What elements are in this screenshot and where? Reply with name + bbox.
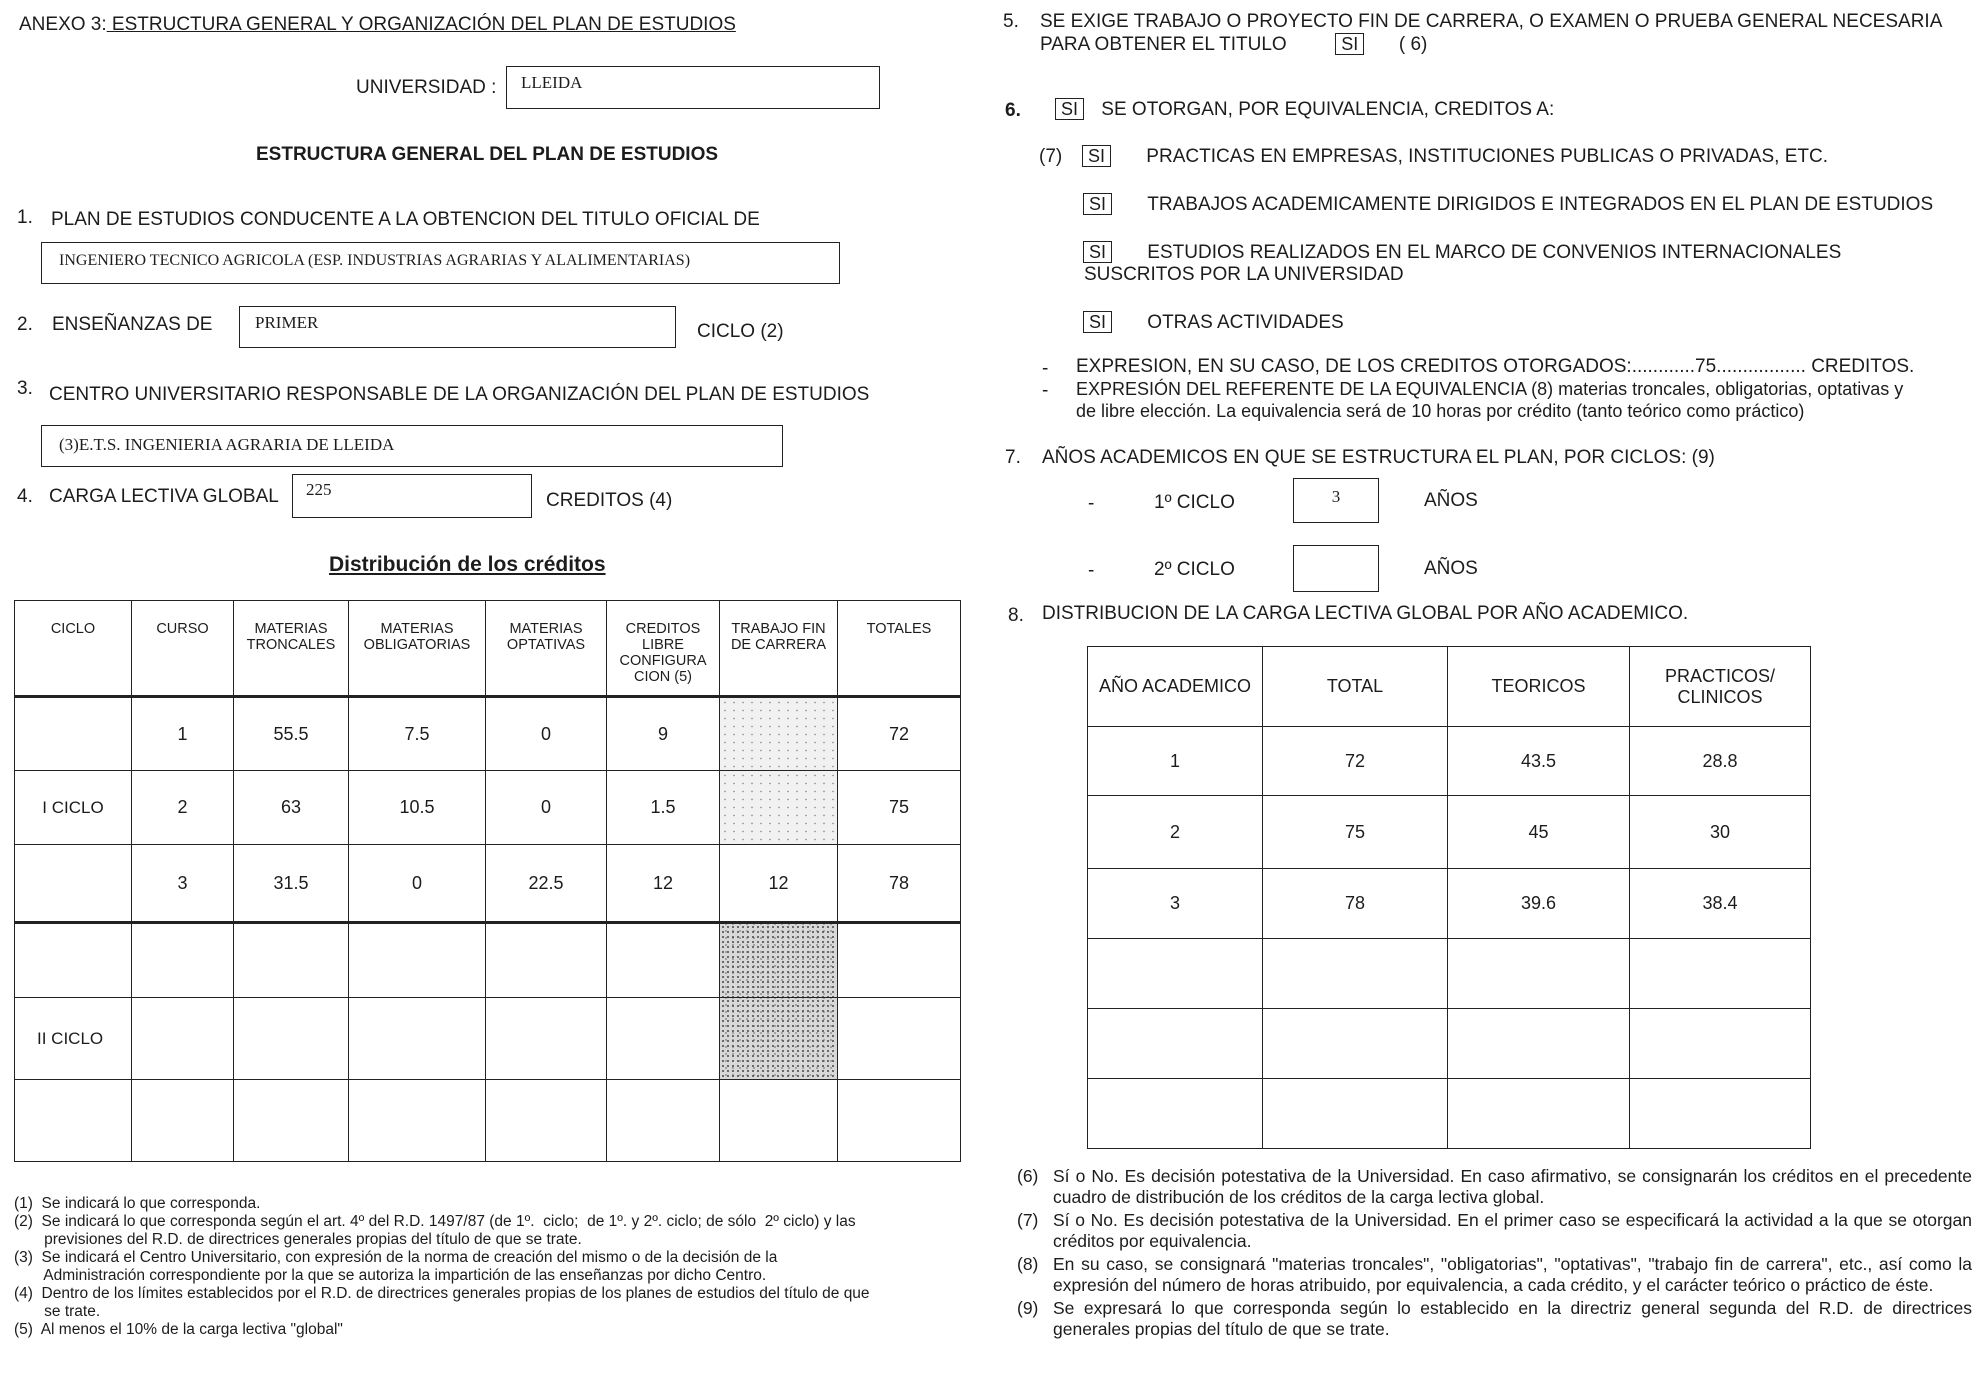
dash: - — [1088, 560, 1095, 581]
cell: 45 — [1448, 796, 1630, 869]
cell — [1630, 1079, 1811, 1149]
year-header-total: TOTAL — [1263, 647, 1448, 727]
cell: 78 — [838, 845, 961, 923]
item-2-label: ENSEÑANZAS DE — [52, 314, 213, 335]
cell: 72 — [1263, 727, 1448, 796]
item-5-number: 5. — [1003, 11, 1019, 32]
cell — [1263, 939, 1448, 1009]
cell: 10.5 — [349, 771, 486, 845]
cell: II CICLO — [15, 998, 132, 1080]
cell: I CICLO — [15, 771, 132, 845]
footnote-text: Sí o No. Es decisión potestativa de la Universidad. En el primer caso se especificará la actividad a la que se otorgan créditos por equivalencia. — [1053, 1210, 1972, 1251]
item-8-text: DISTRIBUCION DE LA CARGA LECTIVA GLOBAL POR AÑO ACADEMICO. — [1042, 603, 1689, 624]
item-5-line2 — [1040, 33, 1427, 56]
cell: 12 — [607, 845, 720, 923]
estudios-text-2: SUSCRITOS POR LA UNIVERSIDAD — [1084, 264, 1404, 285]
cell: 75 — [1263, 796, 1448, 869]
ciclo-1-anos: AÑOS — [1424, 490, 1478, 511]
dist-header-curso: CURSO — [132, 601, 234, 697]
cell: 55.5 — [234, 697, 349, 771]
item-1-label: PLAN DE ESTUDIOS CONDUCENTE A LA OBTENCION DEL TITULO OFICIAL DE — [51, 209, 760, 230]
cell: 75 — [838, 771, 961, 845]
estudios-si-box[interactable]: SI — [1083, 241, 1112, 263]
cell — [1263, 1009, 1448, 1079]
dash: - — [1042, 380, 1049, 401]
cell — [349, 998, 486, 1080]
item-4-label: CARGA LECTIVA GLOBAL — [49, 486, 279, 507]
cell — [15, 923, 132, 998]
cell — [132, 923, 234, 998]
footnote: (2) Se indicará lo que corresponda según el art. 4º del R.D. 1497/87 (de 1º. ciclo; de 1º. y 2º. ciclo; de sólo 2º ciclo) y las — [14, 1213, 856, 1230]
cell — [132, 998, 234, 1080]
cell: 2 — [132, 771, 234, 845]
ensenanzas-value: PRIMER — [255, 313, 319, 332]
cell: 1.5 — [607, 771, 720, 845]
centro-value: (3)E.T.S. INGENIERIA AGRARIA DE LLEIDA — [59, 435, 395, 454]
cell — [720, 771, 838, 845]
footnote: previsiones del R.D. de directrices generales propias del título de que se trate. — [14, 1231, 582, 1248]
cell — [838, 1080, 961, 1162]
footnote: se trate. — [14, 1303, 101, 1320]
item-3-number: 3. — [17, 378, 33, 399]
cell — [607, 998, 720, 1080]
cell — [1448, 1079, 1630, 1149]
cell: 0 — [486, 771, 607, 845]
trabajos-si-box[interactable]: SI — [1083, 193, 1112, 215]
cell: 12 — [720, 845, 838, 923]
titulo-value: INGENIERO TECNICO AGRICOLA (ESP. INDUSTRIAS AGRARIAS Y ALALIMENTARIAS) — [59, 252, 691, 269]
cell — [720, 697, 838, 771]
cell: 1 — [132, 697, 234, 771]
right-footnotes — [1017, 1166, 1972, 1340]
item-6-row — [1048, 98, 1554, 121]
expr-credits: EXPRESION, EN SU CASO, DE LOS CREDITOS OTORGADOS:............75................. CREDITOS. — [1076, 356, 1915, 377]
dash: - — [1088, 493, 1095, 514]
cell — [15, 697, 132, 771]
item-6-si-box[interactable]: SI — [1055, 98, 1084, 120]
estudios-text: ESTUDIOS REALIZADOS EN EL MARCO DE CONVENIOS INTERNACIONALES — [1147, 242, 1842, 263]
cell: 72 — [838, 697, 961, 771]
item-5-line1: SE EXIGE TRABAJO O PROYECTO FIN DE CARRERA, O EXAMEN O PRUEBA GENERAL NECESARIA — [1040, 11, 1943, 32]
item-1-number: 1. — [17, 207, 33, 228]
table-row — [15, 1080, 961, 1162]
year-header-row — [1088, 647, 1811, 727]
item-5-si-box[interactable]: SI — [1335, 33, 1364, 55]
cell — [720, 1080, 838, 1162]
cell: 43.5 — [1448, 727, 1630, 796]
cell — [720, 998, 838, 1080]
item-7-text: AÑOS ACADEMICOS EN QUE SE ESTRUCTURA EL PLAN, POR CICLOS: (9) — [1042, 447, 1715, 468]
dist-header-trabajo: TRABAJO FIN DE CARRERA — [720, 601, 838, 697]
year-table — [1087, 646, 1811, 1149]
cell — [1088, 1009, 1263, 1079]
universidad-label: UNIVERSIDAD : — [356, 77, 497, 98]
item-3-label: CENTRO UNIVERSITARIO RESPONSABLE DE LA ORGANIZACIÓN DEL PLAN DE ESTUDIOS — [49, 384, 870, 405]
practicas-text: PRACTICAS EN EMPRESAS, INSTITUCIONES PUBLICAS O PRIVADAS, ETC. — [1146, 146, 1828, 167]
dist-header-obligatorias: MATERIAS OBLIGATORIAS — [349, 601, 486, 697]
cell — [234, 998, 349, 1080]
cell: 30 — [1630, 796, 1811, 869]
table-row — [15, 998, 961, 1080]
universidad-field[interactable] — [506, 66, 880, 109]
credit-trabajos — [1083, 193, 1933, 216]
cell: 22.5 — [486, 845, 607, 923]
cell — [349, 1080, 486, 1162]
cell: 3 — [132, 845, 234, 923]
cell: 0 — [349, 845, 486, 923]
otras-si-box[interactable]: SI — [1083, 311, 1112, 333]
ciclo-2-anos: AÑOS — [1424, 558, 1478, 579]
cell: 0 — [486, 697, 607, 771]
credit-estudios — [1083, 241, 1841, 264]
cell — [132, 1080, 234, 1162]
footnote-number: (8) — [1017, 1254, 1039, 1274]
cell — [1630, 939, 1811, 1009]
carga-lectiva-value: 225 — [306, 480, 332, 499]
footnote-text: Se expresará lo que corresponda según lo establecido en la directriz general segunda del R.D. de directrices generales propias del título de que se trate. — [1053, 1298, 1972, 1339]
item-4-suffix: CREDITOS (4) — [546, 490, 673, 511]
item-2-number: 2. — [17, 314, 33, 335]
expr-referente-2: de libre elección. La equivalencia será de 10 horas por crédito (tanto teórico como práctico) — [1076, 401, 1805, 421]
footnote — [1017, 1254, 1972, 1296]
ensenanzas-field[interactable] — [239, 306, 676, 348]
cell — [349, 923, 486, 998]
centro-field[interactable] — [41, 425, 783, 467]
year-header-teoricos: TEORICOS — [1448, 647, 1630, 727]
table-row — [1088, 796, 1811, 869]
titulo-field[interactable] — [41, 242, 840, 284]
universidad-value: LLEIDA — [521, 73, 583, 92]
dash: - — [1042, 358, 1049, 379]
ciclo-1-years-value: 3 — [1331, 487, 1341, 506]
item-7-number: 7. — [1005, 447, 1021, 468]
cell: 31.5 — [234, 845, 349, 923]
footnote — [1017, 1166, 1972, 1208]
expr-referente: EXPRESIÓN DEL REFERENTE DE LA EQUIVALENCIA (8) materias troncales, obligatorias, optativas y — [1076, 379, 1904, 399]
cell — [838, 923, 961, 998]
footnote: (1) Se indicará lo que corresponda. — [14, 1195, 261, 1212]
ciclo-2-label: 2º CICLO — [1154, 559, 1235, 580]
item-6-text: SE OTORGAN, POR EQUIVALENCIA, CREDITOS A: — [1101, 99, 1555, 120]
left-footnotes — [14, 1195, 954, 1339]
carga-lectiva-field[interactable] — [292, 474, 532, 518]
dist-title: Distribución de los créditos — [329, 553, 606, 576]
cell — [15, 845, 132, 923]
cell — [486, 923, 607, 998]
table-row — [15, 771, 961, 845]
cell: 28.8 — [1630, 727, 1811, 796]
ciclo-2-years-field[interactable] — [1293, 545, 1379, 592]
cell — [1088, 939, 1263, 1009]
cell — [15, 1080, 132, 1162]
cell — [1448, 1009, 1630, 1079]
cell — [486, 1080, 607, 1162]
cell: 2 — [1088, 796, 1263, 869]
cell: 39.6 — [1448, 869, 1630, 939]
footnote: Administración correspondiente por la que se autoriza la impartición de las enseñanzas por dicho Centro. — [14, 1267, 767, 1284]
table-row — [1088, 1079, 1811, 1149]
table-row — [1088, 869, 1811, 939]
trabajos-text: TRABAJOS ACADEMICAMENTE DIRIGIDOS E INTEGRADOS EN EL PLAN DE ESTUDIOS — [1147, 194, 1934, 215]
annex-prefix: ANEXO 3: — [19, 14, 107, 35]
dist-header-optativas: MATERIAS OPTATIVAS — [486, 601, 607, 697]
cell — [607, 923, 720, 998]
footnote-number: (9) — [1017, 1298, 1039, 1318]
cell — [1088, 1079, 1263, 1149]
cell: 3 — [1088, 869, 1263, 939]
item-7-note: (7) — [1039, 146, 1063, 167]
item-5-line2-text: PARA OBTENER EL TITULO — [1040, 34, 1287, 55]
footnote: (3) Se indicará el Centro Universitario, con expresión de la norma de creación del mismo o de la decisión de la — [14, 1249, 778, 1266]
cell — [486, 998, 607, 1080]
cell: 63 — [234, 771, 349, 845]
table-row — [15, 845, 961, 923]
annex-title: ESTRUCTURA GENERAL Y ORGANIZACIÓN DEL PLAN DE ESTUDIOS — [106, 14, 736, 35]
cell — [838, 998, 961, 1080]
cell: 78 — [1263, 869, 1448, 939]
cell — [1448, 939, 1630, 1009]
cell — [234, 1080, 349, 1162]
footnote: (5) Al menos el 10% de la carga lectiva "global" — [14, 1321, 343, 1338]
footnote-text: Sí o No. Es decisión potestativa de la Universidad. En caso afirmativo, se consignarán los créditos en el precedente cuadro de distribución de los créditos de la carga lectiva global. — [1053, 1166, 1972, 1207]
practicas-si-box[interactable]: SI — [1082, 145, 1111, 167]
footnote-number: (7) — [1017, 1210, 1039, 1230]
dist-header-libre: CREDITOS LIBRE CONFIGURA CION (5) — [607, 601, 720, 697]
year-header-ano: AÑO ACADEMICO — [1088, 647, 1263, 727]
dist-header-ciclo: CICLO — [15, 601, 132, 697]
item-8-number: 8. — [1008, 605, 1024, 626]
credit-otras — [1083, 311, 1344, 334]
table-row — [15, 923, 961, 998]
footnote-number: (6) — [1017, 1166, 1039, 1186]
item-5-note: ( 6) — [1398, 34, 1428, 55]
cell: 1 — [1088, 727, 1263, 796]
credit-practicas — [1076, 145, 1828, 168]
footnote-text: En su caso, se consignará "materias troncales", "obligatorias", "optativas", "trabajo fin de carrera", etc., así como la expresión del número de horas atribuido, por equivalencia, a cada crédito, y el carácter teórico o práctico de éste. — [1053, 1254, 1972, 1295]
cell: 9 — [607, 697, 720, 771]
cell — [1630, 1009, 1811, 1079]
cell — [607, 1080, 720, 1162]
dist-header-troncales: MATERIAS TRONCALES — [234, 601, 349, 697]
item-4-number: 4. — [17, 486, 33, 507]
item-6-number: 6. — [1005, 100, 1021, 121]
footnote — [1017, 1298, 1972, 1340]
cell — [720, 923, 838, 998]
ciclo-1-label: 1º CICLO — [1154, 492, 1235, 513]
item-2-suffix: CICLO (2) — [697, 321, 784, 342]
footnote — [1017, 1210, 1972, 1252]
dist-header-row — [15, 601, 961, 697]
table-row — [1088, 727, 1811, 796]
otras-text: OTRAS ACTIVIDADES — [1147, 312, 1344, 333]
cell — [234, 923, 349, 998]
table-row — [15, 697, 961, 771]
table-row — [1088, 939, 1811, 1009]
year-header-practicos: PRACTICOS/ CLINICOS — [1630, 647, 1811, 727]
cell: 7.5 — [349, 697, 486, 771]
cell: 38.4 — [1630, 869, 1811, 939]
dist-table — [14, 600, 961, 1162]
structure-title: ESTRUCTURA GENERAL DEL PLAN DE ESTUDIOS — [256, 144, 719, 165]
dist-header-totales: TOTALES — [838, 601, 961, 697]
ciclo-1-years-field[interactable] — [1293, 478, 1379, 523]
cell — [1263, 1079, 1448, 1149]
annex-heading — [19, 14, 736, 36]
footnote: (4) Dentro de los límites establecidos por el R.D. de directrices generales propias de los planes de estudios del título de que — [14, 1285, 870, 1302]
table-row — [1088, 1009, 1811, 1079]
